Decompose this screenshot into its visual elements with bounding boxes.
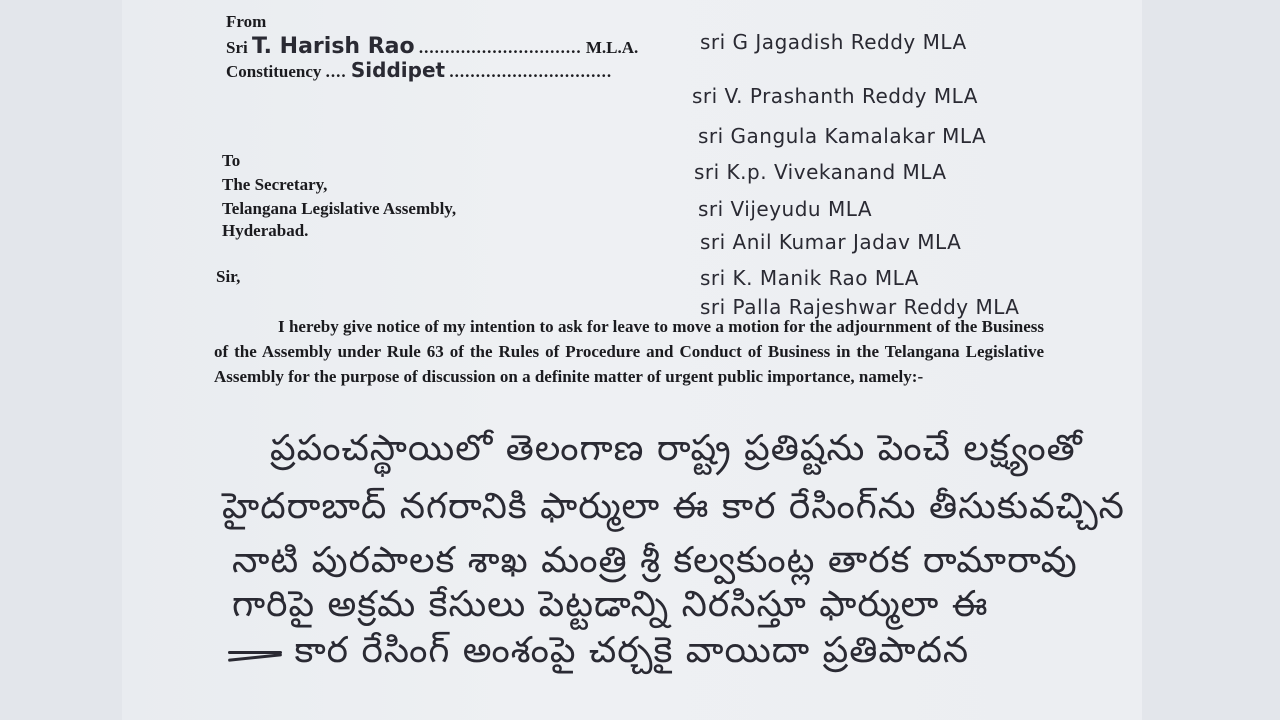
cosigner-8: sri Palla Rajeshwar Reddy MLA	[700, 295, 1020, 319]
telugu-line-3: నాటి పురపాలక శాఖ మంత్రి శ్రీ కల్వకుంట్ల తారక రామారావు	[232, 540, 1078, 581]
sender-line	[226, 34, 638, 59]
salutation: Sir,	[216, 267, 241, 286]
crossed-out-word	[228, 642, 282, 662]
addressee-title: The Secretary,	[222, 175, 328, 194]
cosigner-3: sri Gangula Kamalakar MLA	[698, 124, 987, 148]
to-label: To	[222, 151, 241, 170]
addressee-city: Hyderabad.	[222, 221, 309, 240]
sender-dots: ...............................	[418, 38, 582, 57]
from-label: From	[226, 12, 267, 31]
constituency-leader: ....	[325, 62, 347, 81]
telugu-line-5	[228, 630, 969, 680]
telugu-line-4: గారిపై అక్రమ కేసులు పెట్టడాన్ని నిరసిస్తూ ఫార్ములా ఈ	[232, 584, 989, 625]
constituency-label: Constituency	[226, 62, 322, 81]
telugu-line-1: ప్రపంచస్థాయిలో తెలంగాణ రాష్ట్ర ప్రతిష్టను పెంచే లక్ష్యంతో	[270, 428, 1083, 469]
mla-suffix: M.L.A.	[585, 38, 639, 57]
notice-paragraph: I hereby give notice of my intention to ask for leave to move a motion for the adjournment of the Business of the Assembly under Rule 63 of the Rules of Procedure and Conduct of Business in the Telangana Legislative Assembly for the purpose of discussion on a definite matter of urgent public importance, namely:-	[214, 317, 1044, 386]
telugu-line-2: హైదరాబాద్ నగరానికి ఫార్ములా ఈ కార రేసింగ్‌ను తీసుకువచ్చిన	[222, 486, 1125, 527]
left-margin	[0, 0, 122, 720]
sri-label: Sri	[226, 38, 248, 57]
cosigner-2: sri V. Prashanth Reddy MLA	[692, 84, 978, 108]
constituency-dots: ...............................	[449, 62, 613, 81]
cosigner-4: sri K.p. Vivekanand MLA	[694, 160, 947, 184]
cosigner-6: sri Anil Kumar Jadav MLA	[700, 230, 962, 254]
sender-name: T. Harish Rao	[251, 34, 415, 59]
cosigner-5: sri Vijeyudu MLA	[698, 197, 872, 221]
cosigner-7: sri K. Manik Rao MLA	[700, 266, 919, 290]
constituency-line	[226, 58, 612, 82]
telugu-line-5-text: కార రేసింగ్ అంశంపై చర్చకై వాయిదా ప్రతిపాదన	[294, 630, 970, 671]
cosigner-1: sri G Jagadish Reddy MLA	[700, 30, 967, 54]
constituency-name: Siddipet	[350, 58, 446, 82]
right-margin	[1142, 0, 1280, 720]
addressee-body: Telangana Legislative Assembly,	[222, 199, 457, 218]
